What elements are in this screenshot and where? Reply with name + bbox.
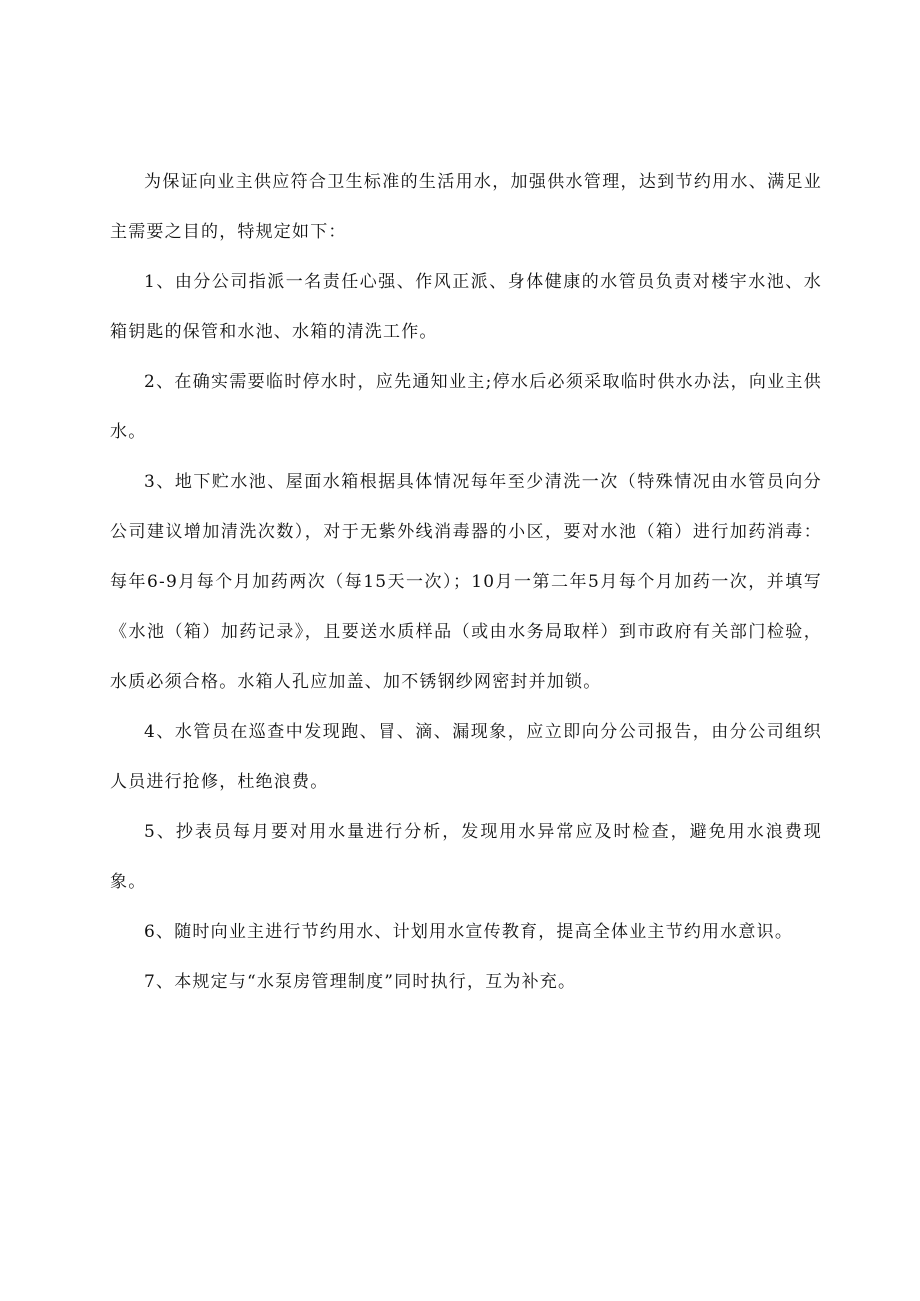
rule-6-paragraph: 6、随时向业主进行节约用水、计划用水宣传教育，提高全体业主节约用水意识。 bbox=[144, 922, 794, 942]
rule-4-paragraph: 4、水管员在巡查中发现跑、冒、滴、漏现象，应立即向分公司报告，由分公司组织人员进行抢修，杜绝浪费。 bbox=[110, 722, 822, 792]
rule-2-paragraph: 2、在确实需要临时停水时，应先通知业主;停水后必须采取临时供水办法，向业主供水。 bbox=[110, 372, 822, 442]
intro-paragraph: 为保证向业主供应符合卫生标准的生活用水，加强供水管理，达到节约用水、满足业主需要之目的，特规定如下： bbox=[110, 172, 822, 242]
rule-1-paragraph: 1、由分公司指派一名责任心强、作风正派、身体健康的水管员负责对楼宇水池、水箱钥匙的保管和水池、水箱的清洗工作。 bbox=[110, 272, 822, 342]
rule-7-paragraph: 7、本规定与“水泵房管理制度”同时执行，互为补充。 bbox=[144, 972, 577, 992]
rule-3-paragraph: 3、地下贮水池、屋面水箱根据具体情况每年至少清洗一次（特殊情况由水管员向分公司建议增加清洗次数），对于无紫外线消毒器的小区，要对水池（箱）进行加药消毒：每年6-9月每个月加药两次（每15天一次）；10月一第二年5月每个月加药一次，并填写《水池（箱）加药记录》，且要送水质样品（或由水务局取样）到市政府有关部门检验，水质必须合格。水箱人孔应加盖、加不锈钢纱网密封并加锁。 bbox=[110, 472, 822, 692]
rule-5-paragraph: 5、抄表员每月要对用水量进行分析，发现用水异常应及时检查，避免用水浪费现象。 bbox=[110, 822, 822, 892]
document-body bbox=[110, 157, 822, 1007]
